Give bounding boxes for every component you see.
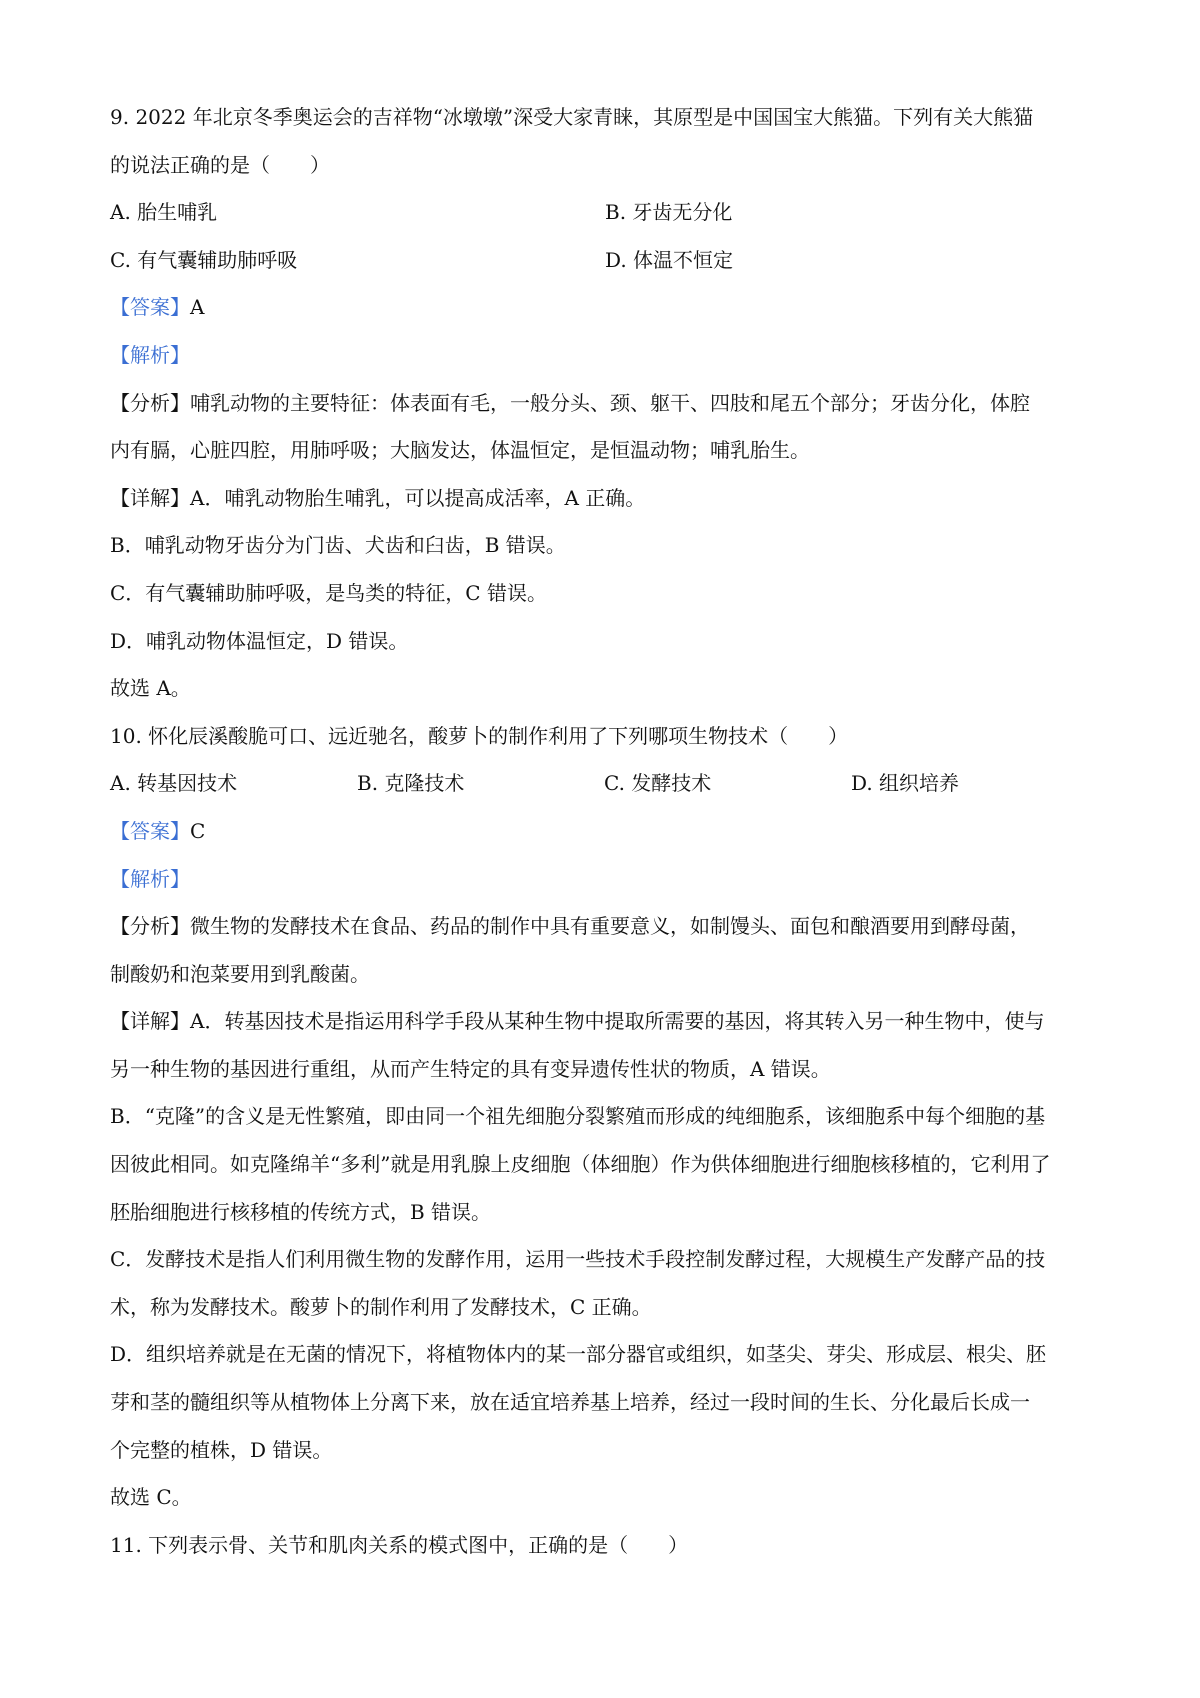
page-content	[110, 94, 1100, 1569]
answer-value: C	[190, 818, 206, 843]
answer-value: A	[190, 295, 205, 320]
q10-analysis-heading	[110, 856, 1100, 904]
q10-option-d: D. 组织培养	[851, 771, 960, 796]
q10-detail-b-line2: 因彼此相同。如克隆绵羊“多利”就是用乳腺上皮细胞（体细胞）作为供体细胞进行细胞核移植的，它利用了	[110, 1152, 1051, 1177]
q9-detail-c: C．有气囊辅助肺呼吸，是鸟类的特征，C 错误。	[110, 580, 547, 605]
analysis-tag: 【解析】	[110, 866, 190, 891]
q10-detail-b-line1: B．“克隆”的含义是无性繁殖，即由同一个祖先细胞分裂繁殖而形成的纯细胞系，该细胞系中每个细胞的基	[110, 1104, 1046, 1129]
q10-stem: 10. 怀化辰溪酸脆可口、远近驰名，酸萝卜的制作利用了下列哪项生物技术（ ）	[110, 723, 849, 748]
q9-option-d: D. 体温不恒定	[605, 247, 734, 272]
answer-tag: 【答案】	[110, 818, 190, 843]
q10-conclusion: 故选 C。	[110, 1485, 192, 1510]
q9-option-a: A. 胎生哺乳	[110, 200, 218, 225]
analysis-tag: 【解析】	[110, 342, 190, 367]
fenxi-tag: 【分析】	[110, 914, 190, 939]
q10-detail-c-line2: 术，称为发酵技术。酸萝卜的制作利用了发酵技术，C 正确。	[110, 1294, 652, 1319]
fenxi-tag: 【分析】	[110, 390, 190, 415]
detail-text: A．转基因技术是指运用科学手段从某种生物中提取所需要的基因，将其转入另一种生物中，使与	[190, 1009, 1045, 1034]
q10-fenxi-line2: 制酸奶和泡菜要用到乳酸菌。	[110, 961, 370, 986]
q10-detail-d-line3: 个完整的植株，D 错误。	[110, 1437, 333, 1462]
q10-option-a: A. 转基因技术	[110, 771, 238, 796]
q9-conclusion: 故选 A。	[110, 676, 191, 701]
q10-detail-d-line1: D．组织培养就是在无菌的情况下，将植物体内的某一部分器官或组织，如茎尖、芽尖、形成层、根尖、胚	[110, 1342, 1047, 1367]
q10-option-b: B. 克隆技术	[357, 771, 465, 796]
xiangjie-tag: 【详解】	[110, 485, 190, 510]
xiangjie-tag: 【详解】	[110, 1009, 190, 1034]
answer-tag: 【答案】	[110, 295, 190, 320]
q9-option-c: C. 有气囊辅助肺呼吸	[110, 247, 298, 272]
detail-text: A．哺乳动物胎生哺乳，可以提高成活率，A 正确。	[190, 485, 646, 510]
q9-stem-line1: 9. 2022 年北京冬季奥运会的吉祥物“冰墩墩”深受大家青睐，其原型是中国国宝大熊猫。下列有关大熊猫	[110, 105, 1034, 129]
q10-detail-d-line2: 芽和茎的髓组织等从植物体上分离下来，放在适宜培养基上培养，经过一段时间的生长、分化最后长成一	[110, 1390, 1030, 1415]
q9-stem-line2: 的说法正确的是（ ）	[110, 152, 330, 177]
fenxi-text: 微生物的发酵技术在食品、药品的制作中具有重要意义，如制馒头、面包和酿酒要用到酵母菌，	[190, 914, 1030, 939]
q9-options-row2	[110, 237, 1100, 285]
q9-detail-d: D．哺乳动物体温恒定，D 错误。	[110, 628, 409, 653]
q10-answer	[110, 808, 1100, 856]
q9-detail-b: B．哺乳动物牙齿分为门齿、犬齿和臼齿，B 错误。	[110, 533, 566, 558]
q9-detail-a	[110, 475, 1100, 523]
q10-detail-c-line1: C．发酵技术是指人们利用微生物的发酵作用，运用一些技术手段控制发酵过程，大规模生产发酵产品的技	[110, 1247, 1046, 1272]
q11-stem: 11. 下列表示骨、关节和肌肉关系的模式图中，正确的是（ ）	[110, 1532, 689, 1557]
q10-fenxi-line1	[110, 903, 1100, 951]
q9-answer	[110, 284, 1100, 332]
q10-detail-b-line3: 胚胎细胞进行核移植的传统方式，B 错误。	[110, 1199, 492, 1224]
q9-fenxi-line1	[110, 380, 1100, 428]
q10-detail-a-line2: 另一种生物的基因进行重组，从而产生特定的具有变异遗传性状的物质，A 错误。	[110, 1056, 831, 1081]
q9-fenxi-line2: 内有膈，心脏四腔，用肺呼吸；大脑发达，体温恒定，是恒温动物；哺乳胎生。	[110, 438, 810, 463]
q10-detail-a-line1	[110, 998, 1100, 1046]
q10-option-c: C. 发酵技术	[604, 771, 712, 796]
q10-options	[110, 760, 1100, 808]
fenxi-text: 哺乳动物的主要特征：体表面有毛，一般分头、颈、躯干、四肢和尾五个部分；牙齿分化，体腔	[190, 390, 1030, 415]
q9-analysis-heading	[110, 332, 1100, 380]
q9-options-row1	[110, 189, 1100, 237]
q9-option-b: B. 牙齿无分化	[605, 200, 733, 225]
